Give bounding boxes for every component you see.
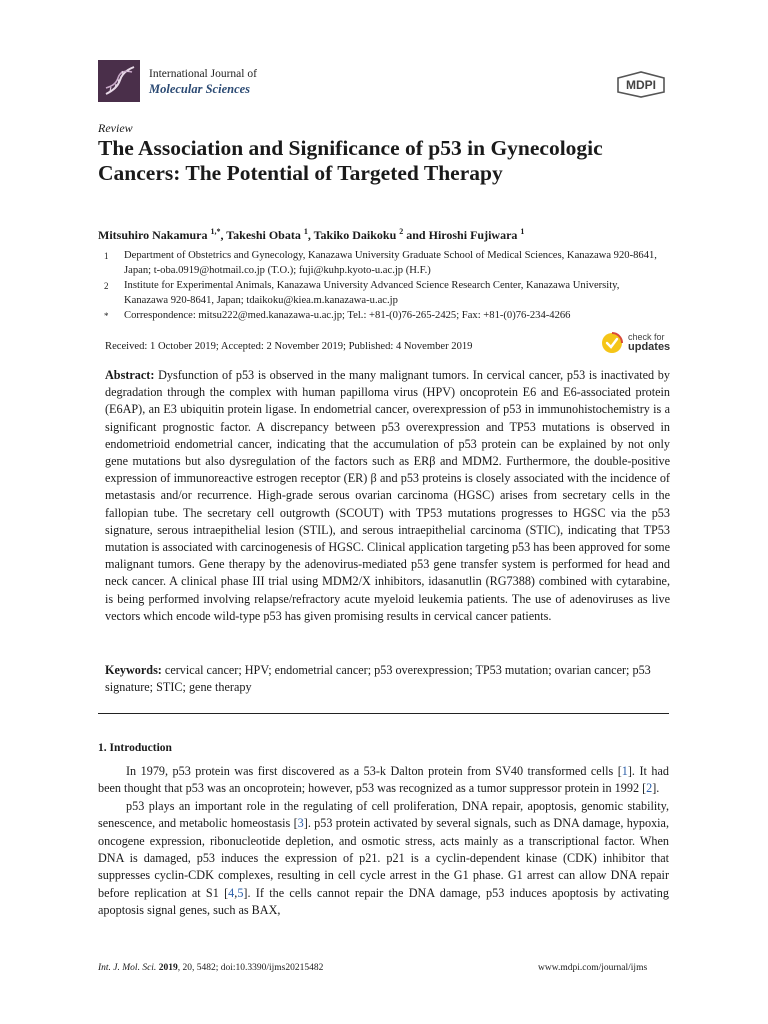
affiliation-1 <box>98 249 678 278</box>
author-affiliation-mark: 1,* <box>210 227 221 236</box>
correspondence-mark: * <box>104 311 109 321</box>
author-name: Mitsuhiro Nakamura <box>98 228 208 242</box>
paragraph-text: In 1979, p53 protein was first discovered as a 53-k Dalton protein from SV40 transformed cells [ <box>126 764 622 778</box>
journal-name <box>149 67 257 97</box>
badge-line1: check for <box>628 332 665 342</box>
author-list <box>98 227 524 243</box>
author-name: Hiroshi Fujiwara <box>428 228 518 242</box>
paragraph <box>98 763 669 798</box>
correspondence <box>98 309 678 324</box>
footer-year: 2019 <box>158 963 178 973</box>
affiliation-text: Department of Obstetrics and Gynecology, Kanazawa University Graduate School of Medical Sciences, Kanazawa 920-8641, Japan; t-oba.0919@hotmail.co.jp (T.O.); fuji@kuhp.kyoto-u.ac.jp (H.F.) <box>124 250 657 276</box>
paragraph-text: ]. If the cells cannot repair the DNA damage, p53 induces apoptosis by activating apoptosis signal genes, such as BAX, <box>98 885 669 918</box>
citation-link[interactable]: 1 <box>621 764 628 778</box>
citation-link[interactable]: 5 <box>237 885 244 900</box>
check-for-updates-badge[interactable] <box>601 331 671 355</box>
citation-link[interactable]: 2 <box>646 781 653 796</box>
body-text <box>98 763 669 920</box>
keywords-text: cervical cancer; HPV; endometrial cancer; p53 overexpression; TP53 mutation; ovarian cancer; p53 signature; STIC; gene therapy <box>105 663 651 695</box>
author-separator: , <box>307 228 314 242</box>
abstract-label: Abstract: <box>105 368 155 382</box>
affiliation-mark: 2 <box>104 281 109 291</box>
footer-doi: , 20, 5482; doi:10.3390/ijms20215482 <box>177 963 324 973</box>
author-name: Takeshi Obata <box>226 228 301 242</box>
journal-name-line1: International Journal of <box>149 68 257 80</box>
journal-name-line2: Molecular Sciences <box>149 82 251 96</box>
paragraph <box>98 798 669 920</box>
paragraph-text: p53 plays an important role in the regulating of cell proliferation, DNA repair, apoptosis, genomic stability, senescence, and metabolic homeostasis [ <box>98 798 669 831</box>
paragraph-text: ]. It had been thought that p53 was an oncoprotein; however, p53 was recognized as a tumor suppressor protein in 1992 [ <box>98 764 669 796</box>
section-divider <box>98 713 669 714</box>
citation-link[interactable]: 4 <box>228 885 235 900</box>
abstract-text: Dysfunction of p53 is observed in the many malignant tumors. In cervical cancer, p53 is inactivated by degradation through the complex with human papilloma virus (HPV) oncoprotein E6 and E6-associated protein (E6AP), an E3 ubiquitin protein ligase. In endometrial cancer, overexpression of p53 in immunohistochemistry is a significant prognostic factor. A discrepancy between p53 overexpression and TP53 mutations is observed in endometrioid endometrial cancer, indicating that the accumulation of p53 protein can be explained by not only gene mutations but also dysregulation of the factors such as ERβ and MDM2. Furthermore, the double-positive expression of immunoreactive estrogen receptor (ER) β and p53 proteins is closely associated with the incidence of metastasis and/or recurrence. High-grade serous ovarian carcinoma (HGSC) arises from secretary cells in the fallopian tube. The secretary cell outgrowth (SCOUT) with TP53 mutations progresses to HGSC via the p53 signature, serous intraepithelial lesion (STIL), and serous intraepithelial carcinoma (STIC), indicating that TP53 mutation is associated with carcinogenesis of HGSC. Clinical application targeting p53 has been approved for some malignant tumors. Gene therapy by the adenovirus-mediated p53 gene transfer system is performed for head and neck cancer. A clinical phase III trial using MDM2/X inhibitors, idasanutlin (RG7388) combined with cytarabine, is being performed involving relapse/refractory acute myeloid leukemia patients. The use of adenoviruses as live vectors which encode wild-type p53 has given promising results in cervical cancer patients. <box>105 368 671 623</box>
paragraph-text: ]. <box>652 781 660 796</box>
keywords-label: Keywords: <box>105 663 162 677</box>
keywords <box>105 662 670 696</box>
affiliation-mark: 1 <box>104 251 109 261</box>
author-affiliation-mark: 1 <box>303 227 308 236</box>
author-name: Takiko Daikoku <box>313 228 397 242</box>
article-type: Review <box>98 121 133 135</box>
paragraph-text: ]. p53 protein activated by several signals, such as DNA damage, hypoxia, oncogene expression, ribonucleotide depletion, and osmotic stress, acts mainly as a transcriptional factor. When DNA is damaged, p53 induces the expression of p21. p21 is a cyclin-dependent kinase (CDK) inhibitor that suppresses cyclin-CDK complexes, resulting in cell cycle arrest in the G1 phase. G1 arrest can allow DNA repair before replication at S1 [ <box>98 816 670 900</box>
publisher-name: MDPI <box>626 78 656 92</box>
citation-link[interactable]: 3 <box>297 816 304 831</box>
correspondence-text: Correspondence: mitsu222@med.kanazawa-u.ac.jp; Tel.: +81-(0)76-265-2425; Fax: +81-(0)76-234-4266 <box>124 310 571 321</box>
author-separator: , <box>220 228 227 242</box>
publication-dates: Received: 1 October 2019; Accepted: 2 November 2019; Published: 4 November 2019 <box>105 341 473 352</box>
journal-logo-icon <box>98 60 140 102</box>
author-affiliation-mark: 2 <box>399 227 404 236</box>
check-updates-icon <box>601 332 623 354</box>
section-heading: 1. Introduction <box>98 742 172 754</box>
badge-line2: updates <box>628 341 671 353</box>
footer-journal-abbr: Int. J. Mol. Sci. <box>98 963 157 973</box>
article-title: The Association and Significance of p53 in Gynecologic Cancers: The Potential of Targeted Therapy <box>98 136 603 185</box>
mdpi-logo-icon <box>614 70 668 98</box>
abstract <box>105 367 670 625</box>
author-separator: and <box>403 228 429 242</box>
author-affiliation-mark: 1 <box>520 227 525 236</box>
affiliation-2 <box>98 279 678 308</box>
citation-separator: , <box>234 885 238 900</box>
footer-citation <box>98 963 323 973</box>
footer-journal-url[interactable]: www.mdpi.com/journal/ijms <box>538 963 648 973</box>
affiliation-text: Institute for Experimental Animals, Kanazawa University Advanced Science Research Center, Kanazawa University, Kanazawa 920-8641, Japan; tdaikoku@kiea.m.kanazawa-u.ac.jp <box>124 280 620 306</box>
